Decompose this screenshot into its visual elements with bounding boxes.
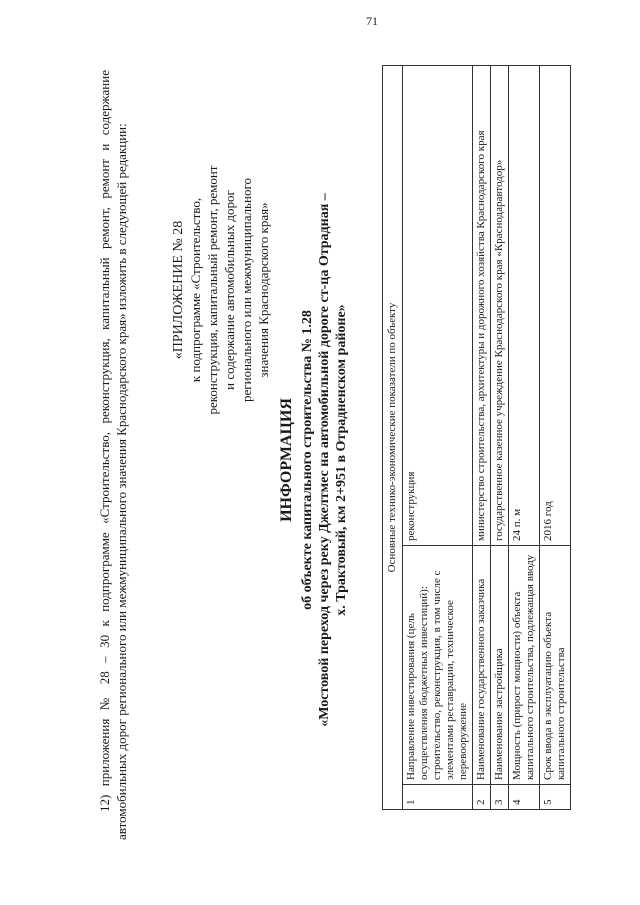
row-number: 5 bbox=[540, 785, 571, 810]
row-number: 1 bbox=[403, 785, 473, 810]
row-parameter: Мощность (прирост мощности) объекта капитального строительства, подлежащая вводу bbox=[509, 546, 540, 785]
appendix-title: «ПРИЛОЖЕНИЕ № 28 bbox=[171, 220, 186, 360]
row-value: государственное казенное учреждение Краснодарского края «Краснодаравтодор» bbox=[491, 66, 509, 546]
appendix-heading bbox=[170, 140, 272, 440]
intro-paragraph bbox=[96, 70, 130, 840]
row-value: 24 п. м bbox=[509, 66, 540, 546]
info-title: ИНФОРМАЦИЯ bbox=[278, 398, 295, 522]
row-value: реконструкция bbox=[403, 66, 473, 546]
table-row bbox=[491, 66, 509, 810]
table-row bbox=[540, 66, 571, 810]
intro-text: 12) приложения № 28 – 30 к подпрограмме «Строительство, реконструкция, капитальный ремонт, ремонт и содержание автомобильных дорог регионального или межмуниципального значения Краснодарского края» изложить в следующей редакции: bbox=[97, 70, 129, 840]
row-number: 2 bbox=[473, 785, 491, 810]
appendix-line: регионального или межмуниципального bbox=[239, 178, 254, 402]
table-header-row bbox=[383, 66, 403, 810]
appendix-line: к подпрограмме «Строительство, bbox=[188, 197, 203, 383]
row-number: 3 bbox=[491, 785, 509, 810]
page-number: 71 bbox=[366, 14, 378, 28]
row-parameter: Наименование застройщика bbox=[491, 546, 509, 785]
indicators-table bbox=[382, 65, 571, 810]
table-row bbox=[473, 66, 491, 810]
table-header: Основные технико-экономические показатели по объекту bbox=[383, 66, 403, 810]
appendix-line: и содержание автомобильных дорог bbox=[222, 190, 237, 390]
row-value: 2016 год bbox=[540, 66, 571, 546]
row-parameter: Направление инвестирования (цель осуществления бюджетных инвестиций): строительство, реконструкция, в том числе с элементами реставрации, техническое перевооружение bbox=[403, 546, 473, 785]
table-row bbox=[403, 66, 473, 810]
row-number: 4 bbox=[509, 785, 540, 810]
row-parameter: Наименование государственного заказчика bbox=[473, 546, 491, 785]
row-value: министерство строительства, архитектуры и дорожного хозяйства Краснодарского края bbox=[473, 66, 491, 546]
appendix-line: реконструкция, капитальный ремонт, ремонт bbox=[205, 165, 220, 415]
table-row bbox=[509, 66, 540, 810]
info-line: «Мостовой переход через реку Джелтмес на автомобильной дороге ст-ца Отрадная – bbox=[317, 193, 332, 727]
rotated-page-content bbox=[20, 40, 620, 880]
info-line: х. Трактовый, км 2+951 в Отрадненском районе» bbox=[334, 304, 349, 616]
info-line: об объекте капитального строительства № 1.28 bbox=[300, 310, 315, 610]
row-parameter: Срок ввода в эксплуатацию объекта капитального строительства bbox=[540, 546, 571, 785]
appendix-line: значения Краснодарского края» bbox=[256, 202, 271, 378]
info-heading bbox=[278, 40, 350, 880]
